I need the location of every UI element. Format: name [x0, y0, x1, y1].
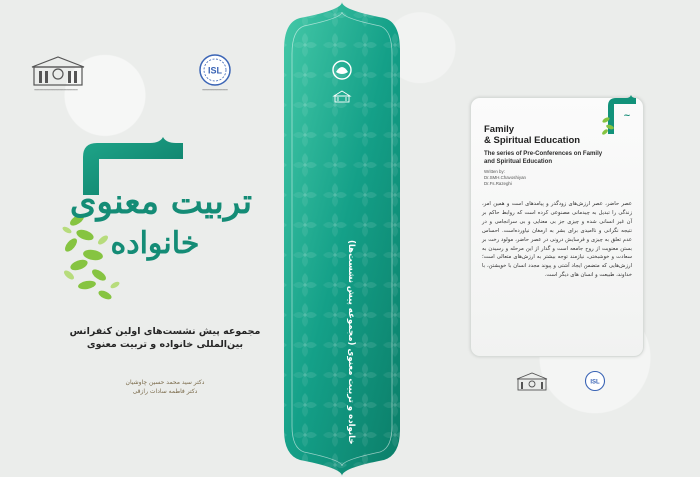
back-title — [484, 124, 614, 146]
front-title-line1: مجموعه پیش نشست‌های اولین کنفرانس — [69, 326, 261, 337]
university-logo-small-icon — [516, 372, 548, 392]
spine-title: خانواده و تربیت معنوی (مجموعه پیش نشست‌ها) — [346, 240, 356, 445]
written-by-label: Written by: — [484, 169, 505, 174]
svg-text:ISL: ISL — [207, 65, 223, 76]
university-logo-caption: ━━━━━━━━━━━━━━━━━━━━━━━━ — [34, 88, 78, 92]
back-title-line1: Family — [484, 124, 515, 135]
front-author-1: دکتر سید محمد حسین چاوشیان — [125, 379, 205, 386]
svg-text:ISL: ISL — [590, 379, 600, 386]
front-cover-authors — [95, 378, 235, 396]
svg-text:~: ~ — [623, 111, 631, 121]
front-author-2: دکتر فاطمه سادات رازقی — [132, 388, 198, 395]
back-cover-description: عصر حاضر، عصر ارزش‌های زودگذر و پیامدهای است و همین امر، زندگی را تبدیل به چیدمانی مصنوعی کرده است که روابط حاکم بر آن غیر انسانی شده و چیزی جز بی معنایی و بی سرانجامی و در نتیجه نگرانی و ناامیدی برای بشر به ارمغان نیاورده‌است. احساس عدم تعلق به چیزی و فرسایش درونی در عصر حاضر، مولود رخت بر بستن معنویت از روح جامعه است و گذار از این مرحله و رسیدن به سعادت و خوشبختی، نیازمند توجه بیشتر به ارزش‌های متعالی است؛ ارزش‌هایی که متضمن ایجاد آشتی و پیوند مجدد انسان با خویشتن، با خداوند، طبیعت و انسان های دیگر است. — [482, 201, 632, 279]
isl-logo-small-icon — [584, 370, 606, 392]
front-title-line2: بین‌المللی خانواده و تربیت معنوی — [86, 339, 244, 350]
hero-calligraphy-line1: تربیت معنوی — [69, 182, 253, 222]
isl-logo-caption: ━━━━━━━━━━━━━━ — [202, 88, 228, 92]
university-logo-icon — [30, 55, 86, 87]
back-subtitle — [484, 150, 634, 165]
back-subtitle-line2: and Spiritual Education — [484, 157, 553, 165]
back-title-line2: & Spiritual Education — [484, 135, 581, 146]
back-subtitle-line1: The series of Pre-Conferences on Family — [484, 150, 603, 157]
hero-calligraphy-emblem — [55, 135, 253, 310]
back-authors — [484, 169, 604, 186]
hero-calligraphy-line2: خانواده — [110, 226, 200, 261]
front-cover-title — [65, 325, 265, 351]
isl-logo-icon — [198, 53, 232, 87]
back-author-2: Dr.Fs.Razeghi — [484, 180, 512, 186]
back-author-1: Dr.SMH.Chavoshiyan — [484, 174, 526, 180]
